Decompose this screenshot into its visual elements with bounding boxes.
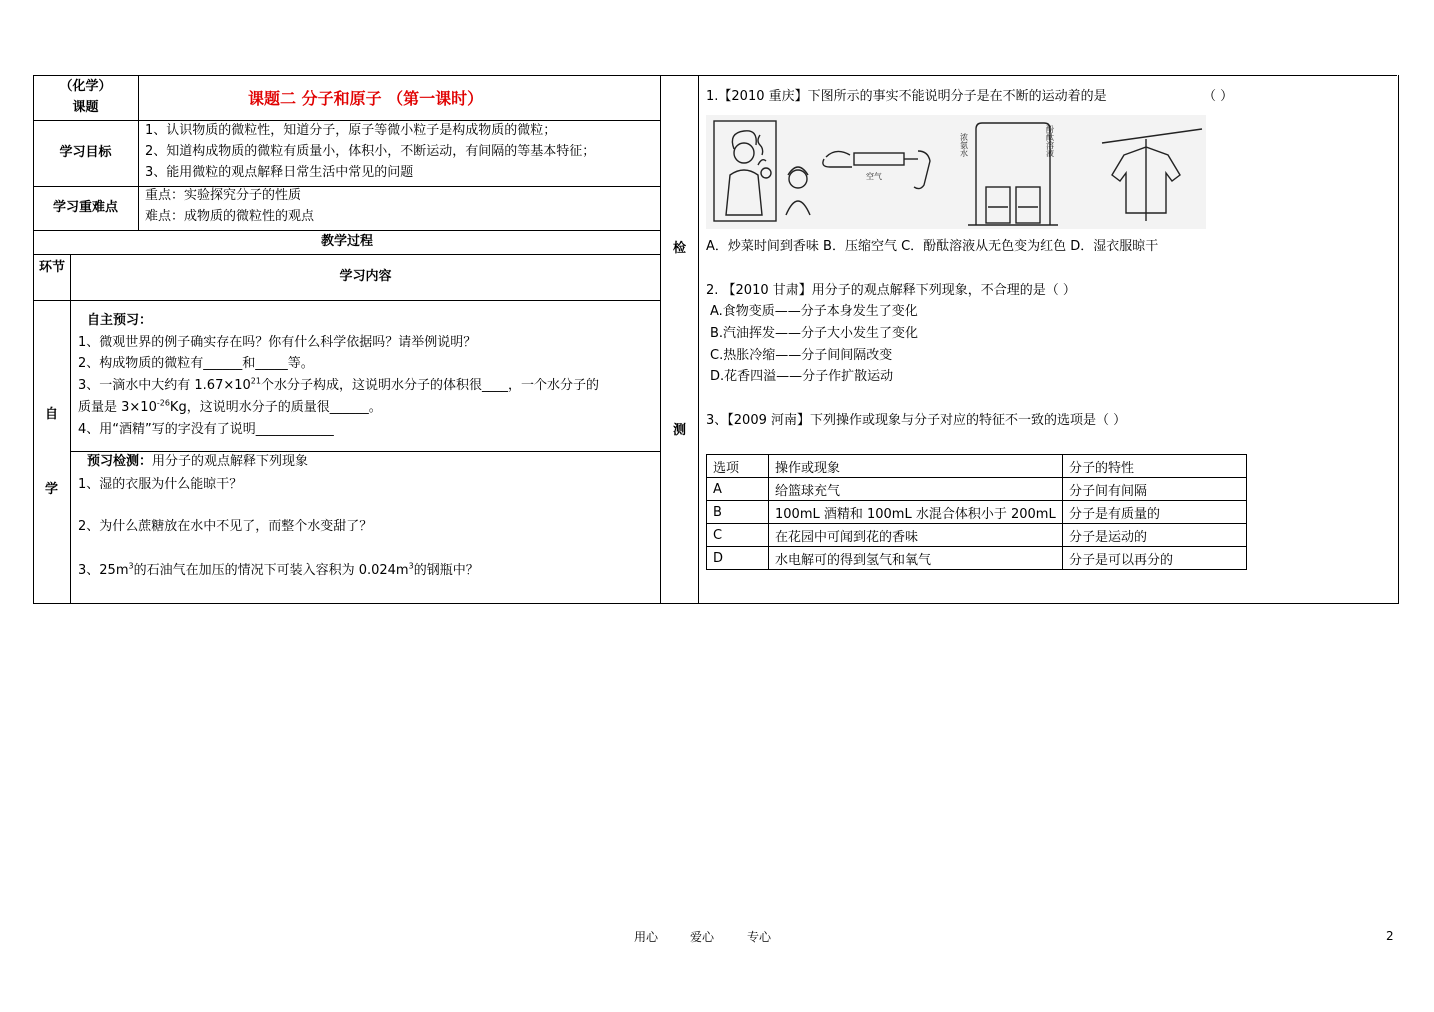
page-number: 2 bbox=[1386, 929, 1394, 943]
row-line bbox=[33, 254, 661, 255]
content-column-header: 学习内容 bbox=[339, 269, 392, 284]
process-label: 教学过程 bbox=[320, 234, 373, 249]
check-question: 1、湿的衣服为什么能晾干？ bbox=[78, 477, 243, 492]
col-line bbox=[138, 75, 139, 231]
table-cell: 分子间有间隔 bbox=[1063, 478, 1247, 501]
table-cell: 分子是运动的 bbox=[1063, 524, 1247, 547]
molecule-motion-illustration bbox=[706, 115, 1206, 229]
test-question-2: 2. 【2010 甘肃】用分子的观点解释下列现象，不合理的是（ ） bbox=[706, 283, 1076, 298]
table-top-border bbox=[33, 75, 1397, 76]
row-line bbox=[33, 230, 661, 231]
table-cell: 水电解可的得到氢气和氧气 bbox=[769, 547, 1063, 570]
row-line bbox=[33, 186, 661, 187]
table-row bbox=[707, 547, 1247, 570]
stage-char: 学 bbox=[44, 482, 58, 497]
page-title: 课题二 分子和原子 （第一课时） bbox=[248, 89, 484, 108]
preview-question: 1、微观世界的例子确实存在吗？你有什么科学依据吗？请举例说明？ bbox=[78, 335, 477, 350]
cooking-person-image bbox=[714, 121, 810, 221]
table-cell: 在花园中可闻到花的香味 bbox=[769, 524, 1063, 547]
footer-motto-1: 用心 bbox=[634, 930, 659, 944]
drying-shirt-image bbox=[1102, 129, 1202, 221]
air-label: 空气 bbox=[866, 172, 882, 181]
test-question-3: 3、【2009 河南】下列操作或现象与分子对应的特征不一致的选项是（ ） bbox=[706, 413, 1127, 428]
test-question-1: 1.【2010 重庆】下图所示的事实不能说明分子是在不断的运动着的是 bbox=[706, 89, 1107, 104]
beakers-image bbox=[960, 123, 1059, 225]
table-row bbox=[707, 524, 1247, 547]
preview-question: 质量是 $3\times 10^{-26}Kg$，这说明水分子的质量很______。 bbox=[78, 398, 382, 415]
preview-heading: 自主预习： bbox=[87, 313, 153, 328]
row-line bbox=[70, 451, 661, 452]
table-header-cell: 分子的特性 bbox=[1063, 455, 1247, 478]
table-cell: C bbox=[707, 524, 769, 547]
stage-char: 自 bbox=[44, 407, 58, 422]
table-cell: 100mL 酒精和 100mL 水混合体积小于 200mL bbox=[769, 501, 1063, 524]
table-header-row bbox=[707, 455, 1247, 478]
table-cell: A bbox=[707, 478, 769, 501]
objective-item: 2、知道构成物质的微粒有质量小，体积小，不断运动，有间隔的等基本特征； bbox=[145, 144, 596, 159]
table-header-cell: 选项 bbox=[707, 455, 769, 478]
table-cell: 给篮球充气 bbox=[769, 478, 1063, 501]
question-3-table bbox=[706, 454, 1247, 570]
test-question-2-option: B.汽油挥发——分子大小发生了变化 bbox=[710, 326, 919, 341]
footer-motto-3: 专心 bbox=[747, 930, 772, 944]
illustration-svg bbox=[706, 115, 1206, 229]
left-right-divider-1 bbox=[660, 75, 661, 604]
difficult-point: 难点：成物质的微粒性的观点 bbox=[145, 209, 315, 224]
test-stage-char: 检 bbox=[672, 241, 686, 256]
test-question-2-option: C.热胀冷缩——分子间间隔改变 bbox=[710, 348, 893, 363]
table-cell: 分子是有质量的 bbox=[1063, 501, 1247, 524]
table-cell: D bbox=[707, 547, 769, 570]
preview-check-intro: 预习检测：用分子的观点解释下列现象 bbox=[87, 454, 309, 469]
key-point: 重点：实验探究分子的性质 bbox=[145, 188, 302, 203]
objectives-label: 学习目标 bbox=[59, 145, 112, 160]
preview-question: 3、一滴水中大约有 $1.67\times 10^{21}$个水分子构成，这说明水分子的体积很____，一个水分子的 bbox=[78, 376, 599, 393]
test-question-1-answer-paren: （ ） bbox=[1203, 89, 1234, 104]
preview-question: 4、用“酒精”写的字没有了说明____________ bbox=[78, 422, 334, 437]
phenol-label: 酚酞溶液 bbox=[1045, 125, 1055, 157]
test-question-2-option: D.花香四溢——分子作扩散运动 bbox=[710, 369, 894, 384]
table-right-border bbox=[1398, 75, 1399, 604]
ammonia-label: 浓氨水 bbox=[959, 133, 969, 157]
table-cell: B bbox=[707, 501, 769, 524]
syringe-image bbox=[823, 151, 930, 189]
key-points-label: 学习重难点 bbox=[52, 200, 118, 215]
check-question: 2、为什么蔗糖放在水中不见了，而整个水变甜了？ bbox=[78, 519, 373, 534]
test-stage-char: 测 bbox=[672, 423, 686, 438]
topic-label: 课题 bbox=[72, 100, 99, 115]
col-line bbox=[70, 254, 71, 604]
row-line bbox=[33, 120, 661, 121]
table-header-cell: 操作或现象 bbox=[769, 455, 1063, 478]
table-cell: 分子是可以再分的 bbox=[1063, 547, 1247, 570]
objective-item: 1、认识物质的微粒性，知道分子，原子等微小粒子是构成物质的微粒； bbox=[145, 123, 557, 138]
footer-motto-2: 爱心 bbox=[690, 930, 715, 944]
objective-item: 3、能用微粒的观点解释日常生活中常见的问题 bbox=[145, 165, 414, 180]
table-bottom-border bbox=[33, 603, 1399, 604]
table-row bbox=[707, 478, 1247, 501]
preview-question: 2、构成物质的微粒有______和_____等。 bbox=[78, 356, 314, 371]
table-row bbox=[707, 501, 1247, 524]
test-question-2-option: A.食物变质——分子本身发生了变化 bbox=[710, 304, 918, 319]
row-line bbox=[33, 300, 661, 301]
check-question: 3、$25m^3$的石油气在加压的情况下可装入容积为 $0.024m^3$的钢瓶中？ bbox=[78, 561, 479, 578]
left-right-divider-2 bbox=[698, 75, 699, 604]
test-question-1-options: A．炒菜时间到香味 B．压缩空气 C．酚酞溶液从无色变为红色 D．湿衣服晾干 bbox=[706, 239, 1159, 254]
stage-column-header: 环节 bbox=[38, 260, 65, 275]
subject-label: （化学） bbox=[59, 79, 112, 94]
